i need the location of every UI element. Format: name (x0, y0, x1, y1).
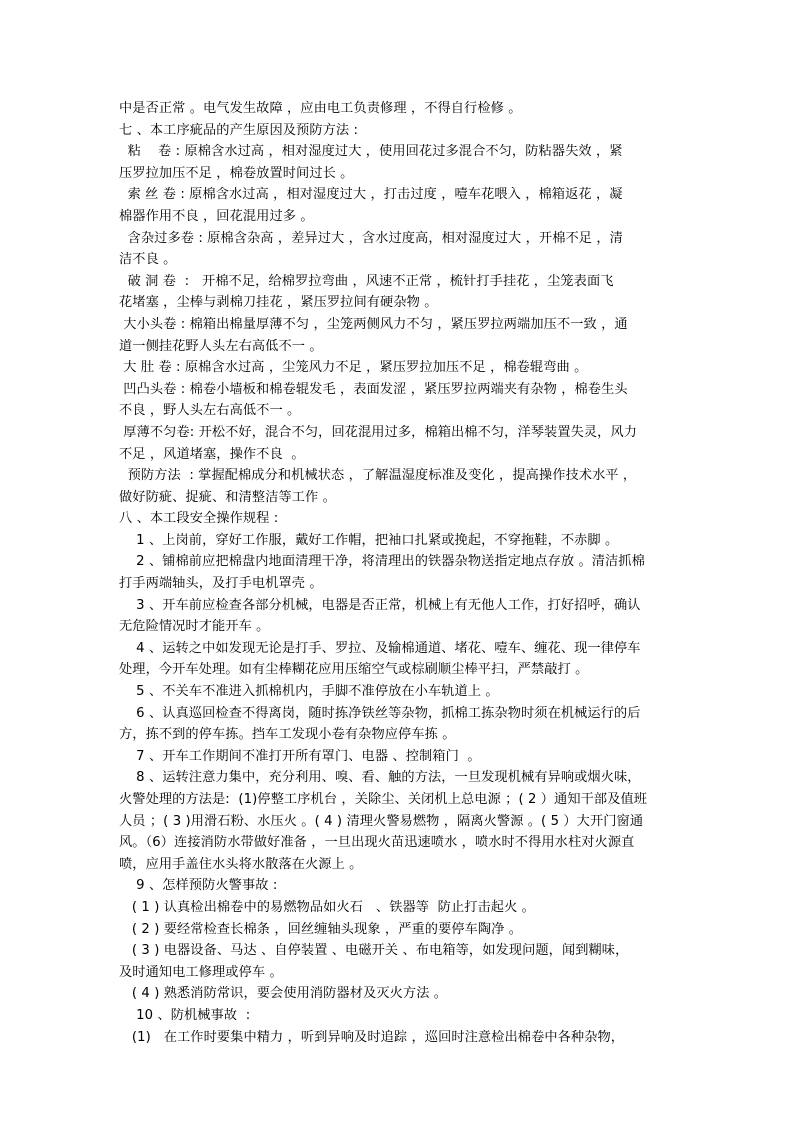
text-line: 大 肚 卷 : 原棉含水过高 ，尘笼风力不足 ，紧压罗拉加压不足 ，棉卷辊弯曲 。 (119, 360, 588, 376)
text-line: 厚薄不匀卷: 开松不好，混合不匀，回花混用过多，棉箱出棉不匀，洋琴装置失灵，风力 (119, 424, 638, 440)
text-line: 7 、开车工作期间不准打开所有罩门、电器 、控制箱门 。 (119, 748, 481, 764)
text-line: 压罗拉加压不足 ，棉卷放置时间过长 。 (119, 165, 354, 181)
text-line: 无危险情况时才能开车 。 (119, 619, 270, 635)
text-line: 大小头卷 : 棉箱出棉量厚薄不匀 ，尘笼两侧风力不匀 ，紧压罗拉两端加压不一致 ，通 (119, 316, 628, 332)
text-line: 道一侧挂花野人头左右高低不一 。 (119, 338, 323, 354)
text-line: 含杂过多卷 : 原棉含杂高 ，差异过大 ，含水过度高，相对湿度过大 ，开棉不足 ，清 (119, 230, 623, 246)
text-line: 棉器作用不良 ，回花混用过多 。 (119, 208, 314, 224)
text-line: 9 、怎样预防火警事故 : (119, 878, 278, 894)
text-line: 索 丝 卷 : 原棉含水过高 ，相对湿度过大 ，打击过度 ，噎车花喂入 ，棉箱返花 ，凝 (119, 187, 623, 203)
text-line: 火警处理的方法是: (1)停整工序机台 ，关除尘、关闭机上总电源 ；( 2 ）通知干部及值班 (119, 792, 648, 807)
text-line: 不良 ，野人头左右高低不一 。 (119, 403, 301, 419)
text-line: 8 、运转注意力集中，充分利用、嗅、看、触的方法，一旦发现机械有异响或烟火味， (119, 770, 641, 786)
document-body (119, 98, 681, 1048)
text-line: 打手两端轴头，及打手电机罩壳 。 (119, 576, 323, 592)
text-line: 3 、开车前应检查各部分机械，电器是否正常，机械上有无他人工作，打好招呼，确认 (119, 597, 641, 613)
text-line: 处理，今开车处理。如有尘棒糊花应用压缩空气或棕刷顺尘棒平扫，严禁敲打 。 (119, 662, 589, 678)
text-line: 1 、上岗前，穿好工作服，戴好工作帽，把袖口扎紧或挽起，不穿拖鞋，不赤脚 。 (119, 532, 619, 548)
section-heading-seven: 七 、本工序疵品的产生原因及预防方法 : (119, 122, 359, 138)
text-line: 及时通知电工修理或停车 。 (119, 964, 283, 980)
text-line: 4 、运转之中如发现无论是打手、罗拉、及输棉通道、堵花、噎车、缠花、现一律停车 (119, 640, 641, 656)
text-line: 中是否正常 。电气发生故障 ，应由电工负责修理 ，不得自行检修 。 (119, 101, 522, 116)
text-line: ( 2 ) 要经常检查长棉条 ，回丝缠轴头现象 ，严重的要停车陶净 。 (119, 921, 523, 937)
text-line: 花堵塞 ，尘棒与剥棉刀挂花 ，紧压罗拉间有硬杂物 。 (119, 295, 438, 311)
text-line: (1) 在工作时要集中精力 ，听到异响及时追踪 ，巡回时注意检出棉卷中各种杂物， (119, 1029, 625, 1045)
text-line: 凹凸头卷 : 棉卷小墙板和棉卷辊发毛 ，表面发涩 ，紧压罗拉两端夹有杂物 ，棉卷生头 (119, 381, 628, 397)
text-line: 预防方法 : 掌握配棉成分和机械状态 ，了解温湿度标准及变化 ，提高操作技术水平 ， (119, 468, 637, 484)
text-line: 做好防疵、捉疵、和清整洁等工作 。 (119, 489, 336, 505)
section-heading-eight: 八 、本工段安全操作规程 : (119, 511, 279, 527)
text-line: 2 、铺棉前应把棉盘内地面清理干净，将清理出的铁器杂物送指定地点存放 。清洁抓棉 (119, 554, 645, 570)
text-line: ( 1 ) 认真检出棉卷中的易燃物品如火石 、铁器等 防止打击起火 。 (119, 899, 535, 915)
text-line: 人员 ；( 3 )用滑石粉、水压火 。( 4 ) 清理火警易燃物 ，隔离火警源 。( 5 ）大开门窗通 (119, 813, 644, 829)
text-line: 喷，应用手盖住水头将水散落在火源上 。 (119, 856, 363, 872)
text-line: 方，拣不到的停车拣。挡车工发现小卷有杂物应停车拣 。 (119, 727, 456, 743)
text-line: 不足 ，风道堵塞，操作不良 。 (119, 446, 305, 462)
text-line: 10 、防机械事故 : (119, 1007, 251, 1023)
text-line: 洁不良 。 (119, 252, 177, 268)
text-line: ( 4 ) 熟悉消防常识，要会使用消防器材及灭火方法 。 (119, 986, 448, 1002)
text-line: 6 、认真巡回检查不得离岗，随时拣净铁丝等杂物，抓棉工拣杂物时须在机械运行的后 (119, 705, 641, 721)
text-line: ( 3 ) 电器设备、马达 、自停装置 、电磁开关 、布电箱等，如发现问题，闻到糊味， (119, 943, 629, 959)
text-line: 风。（6）连接消防水带做好准备 ，一旦出现火苗迅速喷水 ，喷水时不得用水柱对火源直 (119, 835, 635, 851)
text-line: 5 、不关车不准进入抓棉机内，手脚不准停放在小车轨道上 。 (119, 684, 499, 700)
text-line: 粘 卷 : 原棉含水过高 ，相对湿度过大 ，使用回花过多混合不匀，防粘器失效 ，紧 (119, 144, 623, 160)
text-line: 破 洞 卷 : 开棉不足，给棉罗拉弯曲 ，风速不正常 ，梳针打手挂花 ，尘笼表面飞 (119, 273, 614, 289)
